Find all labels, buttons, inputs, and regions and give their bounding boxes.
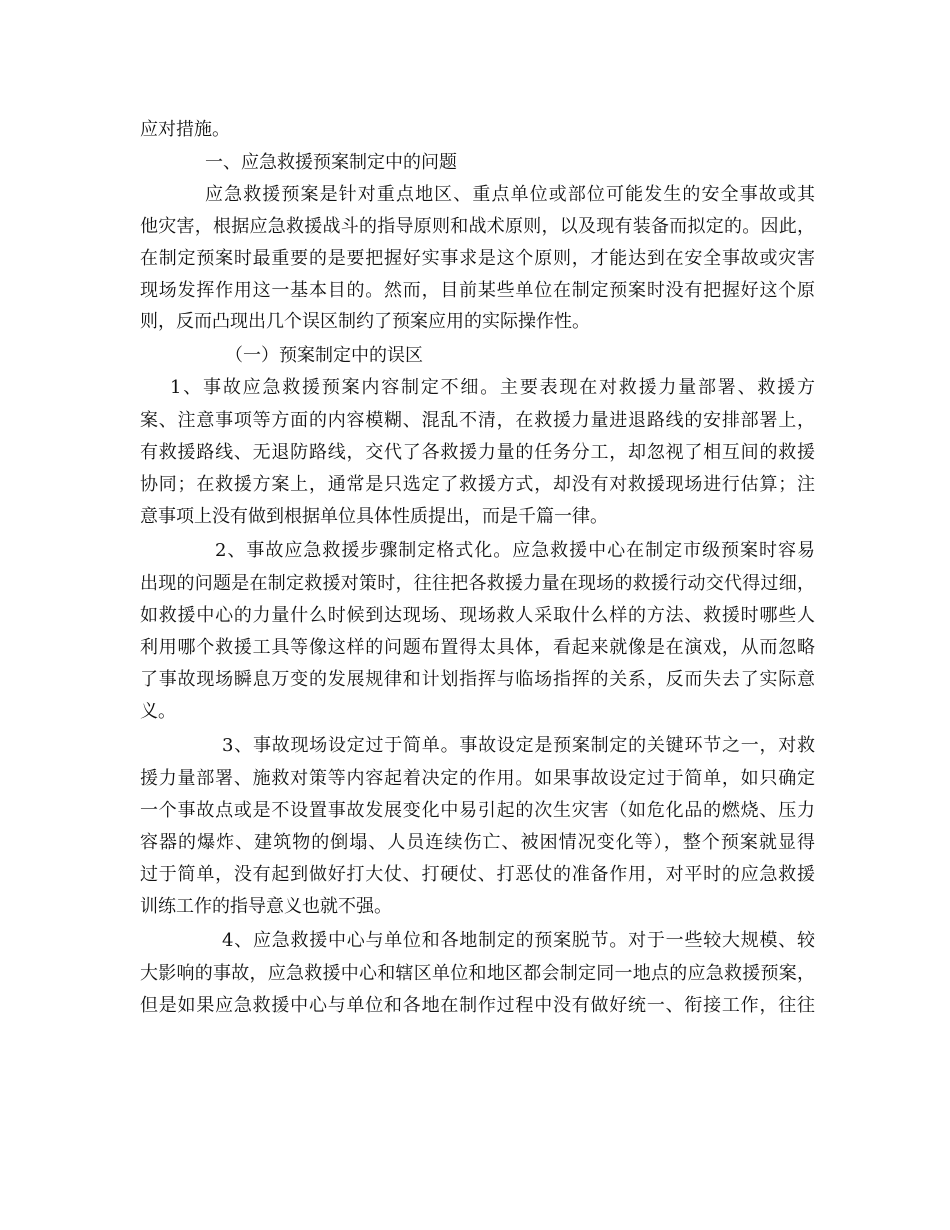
paragraph-line: 1、事故应急救援预案内容制定不细。主要表现在对救援力量部署、救援方 — [170, 377, 815, 398]
paragraph-line: 义。 — [140, 701, 176, 722]
paragraph-line: 协同；在救援方案上，通常是只选定了救援方式，却没有对救援现场进行估算；注 — [140, 474, 815, 495]
paragraph-line: 在制定预案时最重要的是要把握好实事求是这个原则，才能达到在安全事故或灾害 — [140, 248, 815, 269]
paragraph-line: 有救援路线、无退防路线，交代了各救援力量的任务分工，却忽视了相互间的救援 — [140, 442, 815, 463]
paragraph-line: 了事故现场瞬息万变的发展规律和计划指挥与临场指挥的关系，反而失去了实际意 — [140, 669, 815, 690]
paragraph-line: 一个事故点或是不设置事故发展变化中易引起的次生灾害（如危化品的燃烧、压力 — [140, 800, 815, 821]
paragraph-line: 利用哪个救援工具等像这样的问题布置得太具体，看起来就像是在演戏，从而忽略 — [140, 637, 815, 658]
paragraph-line: 意事项上没有做到根据单位具体性质提出，而是千篇一律。 — [140, 506, 608, 527]
paragraph-line: 但是如果应急救援中心与单位和各地在制作过程中没有做好统一、衔接工作，往往 — [140, 995, 815, 1016]
subsection-heading: （一）预案制定中的误区 — [225, 345, 423, 366]
paragraph-line: 2、事故应急救援步骤制定格式化。应急救援中心在制定市级预案时容易 — [215, 540, 815, 561]
section-heading: 一、应急救援预案制定中的问题 — [205, 152, 457, 173]
paragraph-line: 现场发挥作用这一基本目的。然而，目前某些单位在制定预案时没有把握好这个原 — [140, 280, 815, 301]
paragraph-line: 则，反而凸现出几个误区制约了预案应用的实际操作性。 — [140, 311, 590, 332]
paragraph-line: 训练工作的指导意义也就不强。 — [140, 896, 392, 917]
paragraph-line: 援力量部署、施救对策等内容起着决定的作用。如果事故设定过于简单，如只确定 — [140, 768, 815, 789]
paragraph-line: 他灾害，根据应急救援战斗的指导原则和战术原则，以及现有装备而拟定的。因此， — [140, 216, 815, 237]
paragraph-line: 应急救援预案是针对重点地区、重点单位或部位可能发生的安全事故或其 — [205, 184, 815, 205]
paragraph-line: 如救援中心的力量什么时候到达现场、现场救人采取什么样的方法、救援时哪些人 — [140, 605, 815, 626]
paragraph-line: 4、应急救援中心与单位和各地制定的预案脱节。对于一些较大规模、较 — [222, 930, 815, 951]
text-line-continuation: 应对措施。 — [140, 119, 230, 140]
paragraph-line: 大影响的事故，应急救援中心和辖区单位和地区都会制定同一地点的应急救援预案， — [140, 963, 815, 984]
paragraph-line: 过于简单，没有起到做好打大仗、打硬仗、打恶仗的准备作用，对平时的应急救援 — [140, 864, 815, 885]
paragraph-line: 出现的问题是在制定救援对策时，往往把各救援力量在现场的救援行动交代得过细， — [140, 573, 815, 594]
paragraph-line: 案、注意事项等方面的内容模糊、混乱不清，在救援力量进退路线的安排部署上， — [140, 410, 815, 431]
paragraph-line: 容器的爆炸、建筑物的倒塌、人员连续伤亡、被困情况变化等），整个预案就显得 — [140, 832, 815, 853]
paragraph-line: 3、事故现场设定过于简单。事故设定是预案制定的关键环节之一，对救 — [222, 735, 815, 756]
